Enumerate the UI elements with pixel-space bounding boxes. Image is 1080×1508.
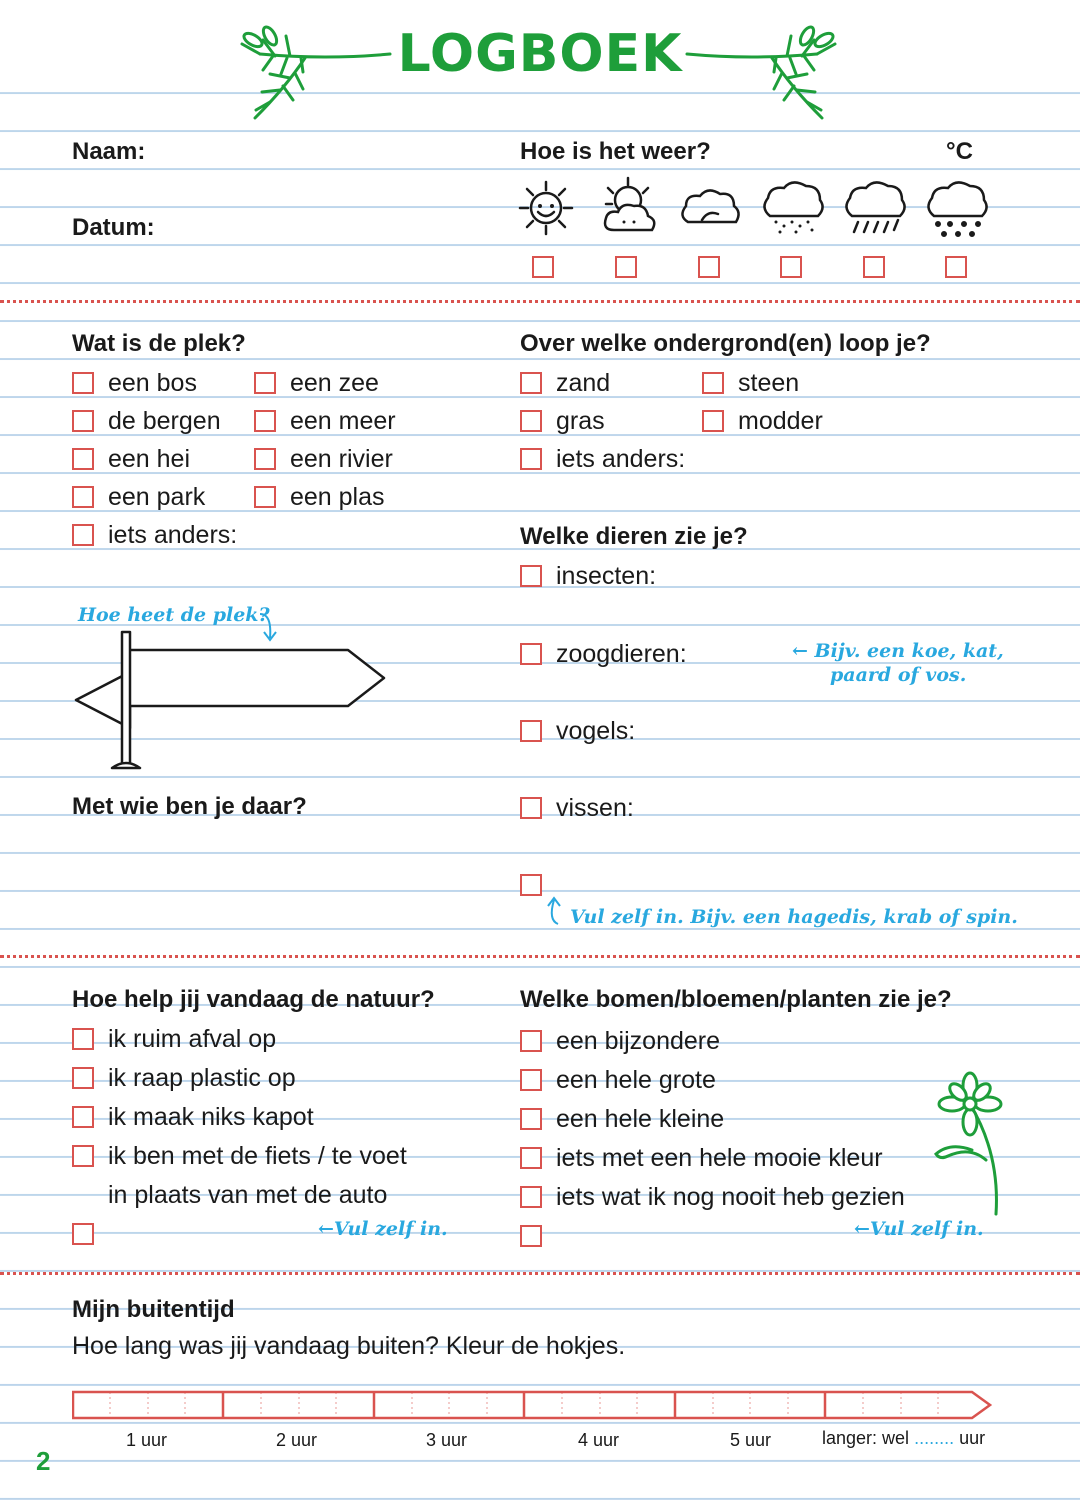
section-divider <box>0 955 1080 958</box>
section-divider <box>0 1272 1080 1275</box>
weather-checkbox[interactable] <box>945 256 967 278</box>
time-tick-1: 1 uur <box>126 1430 168 1450</box>
page-number: 2 <box>36 1446 51 1476</box>
plant-option[interactable]: iets wat ik nog nooit heb gezien <box>520 1182 905 1212</box>
checkbox[interactable] <box>72 1028 94 1050</box>
sun-cloud-icon <box>605 178 654 230</box>
right-leaf-branch-icon <box>682 18 862 130</box>
time-tick-5: 5 uur <box>730 1430 772 1450</box>
ground-list-col2 <box>702 368 823 436</box>
checkbox[interactable] <box>520 372 542 394</box>
cloud-hail-icon <box>928 182 986 234</box>
animal-option-fish[interactable]: vissen: <box>520 793 634 823</box>
checkbox[interactable] <box>520 874 542 896</box>
checkbox[interactable] <box>520 1030 542 1052</box>
help-nature-list <box>72 1024 407 1249</box>
plant-option[interactable]: iets met een hele mooie kleur <box>520 1143 905 1173</box>
plants-custom-hint: ←Vul zelf in. <box>854 1218 984 1240</box>
cloud-drizzle-icon <box>764 182 822 232</box>
checkbox[interactable] <box>520 797 542 819</box>
checkbox[interactable] <box>520 1147 542 1169</box>
checkbox[interactable] <box>72 448 94 470</box>
checkbox[interactable] <box>72 1106 94 1128</box>
checkbox[interactable] <box>72 486 94 508</box>
checkbox[interactable] <box>254 372 276 394</box>
place-option[interactable]: een park <box>72 482 237 512</box>
mammal-hint: ← Bijv. een koe, kat, <box>792 640 1004 662</box>
place-option[interactable]: een hei <box>72 444 237 474</box>
help-option-continuation: in plaats van met de auto <box>108 1180 388 1209</box>
ground-list-col1 <box>520 368 685 474</box>
help-option[interactable]: ik raap plastic op <box>72 1063 407 1093</box>
checkbox[interactable] <box>520 410 542 432</box>
checkbox[interactable] <box>520 1108 542 1130</box>
place-list-col2 <box>254 368 396 512</box>
checkbox[interactable] <box>72 1067 94 1089</box>
weather-checkbox[interactable] <box>615 256 637 278</box>
ground-option[interactable]: modder <box>702 406 823 436</box>
checkbox[interactable] <box>72 410 94 432</box>
checkbox[interactable] <box>520 1186 542 1208</box>
plant-option[interactable]: een hele grote <box>520 1065 905 1095</box>
temperature-unit: °C <box>946 138 973 165</box>
sign-hint: Hoe heet de plek? <box>78 604 270 626</box>
animals-heading: Welke dieren zie je? <box>520 523 748 550</box>
checkbox[interactable] <box>702 410 724 432</box>
checkbox[interactable] <box>72 1145 94 1167</box>
help-option[interactable]: ik maak niks kapot <box>72 1102 407 1132</box>
place-option[interactable]: de bergen <box>72 406 237 436</box>
plant-option[interactable]: een bijzondere <box>520 1026 905 1056</box>
cloud-rain-icon <box>846 182 904 232</box>
animal-option-mammals[interactable]: zoogdieren: <box>520 639 687 669</box>
checkbox[interactable] <box>72 1223 94 1245</box>
page-title: LOGBOEK <box>0 24 1080 84</box>
time-tick-3: 3 uur <box>426 1430 468 1450</box>
weather-checkboxes <box>532 254 992 284</box>
place-option[interactable]: een meer <box>254 406 396 436</box>
ground-option-other[interactable]: iets anders: <box>520 444 685 474</box>
plants-heading: Welke bomen/bloemen/planten zie je? <box>520 986 952 1013</box>
name-label: Naam: <box>72 138 146 165</box>
left-leaf-branch-icon <box>215 18 395 130</box>
arrow-left-icon: ← <box>854 1218 870 1240</box>
weather-checkbox[interactable] <box>780 256 802 278</box>
plants-list <box>520 1026 905 1251</box>
checkbox[interactable] <box>702 372 724 394</box>
checkbox[interactable] <box>254 486 276 508</box>
arrow-left-icon: ← <box>792 640 815 662</box>
checkbox[interactable] <box>72 524 94 546</box>
checkbox[interactable] <box>520 448 542 470</box>
animal-option-insects[interactable]: insecten: <box>520 561 656 591</box>
checkbox[interactable] <box>254 448 276 470</box>
help-option[interactable]: ik ben met de fiets / te voet <box>72 1141 407 1171</box>
animal-option-birds[interactable]: vogels: <box>520 716 635 746</box>
checkbox[interactable] <box>520 643 542 665</box>
ground-option[interactable]: gras <box>520 406 685 436</box>
ground-heading: Over welke ondergrond(en) loop je? <box>520 330 931 357</box>
outdoor-time-question: Hoe lang was jij vandaag buiten? Kleur de hokjes. <box>72 1332 626 1360</box>
mammal-hint-line2: paard of vos. <box>830 664 967 686</box>
place-option[interactable]: een plas <box>254 482 396 512</box>
ground-option[interactable]: zand <box>520 368 685 398</box>
place-list-col1 <box>72 368 237 550</box>
checkbox[interactable] <box>520 1069 542 1091</box>
arrow-up-icon <box>544 894 570 928</box>
date-label: Datum: <box>72 214 155 241</box>
company-heading: Met wie ben je daar? <box>72 793 307 820</box>
time-tick-4: 4 uur <box>578 1430 620 1450</box>
place-heading: Wat is de plek? <box>72 330 246 357</box>
weather-checkbox[interactable] <box>863 256 885 278</box>
plant-option[interactable]: een hele kleine <box>520 1104 905 1134</box>
checkbox[interactable] <box>72 372 94 394</box>
place-option[interactable]: een zee <box>254 368 396 398</box>
plant-option-custom[interactable] <box>520 1221 905 1251</box>
checkbox[interactable] <box>520 565 542 587</box>
weather-checkbox[interactable] <box>698 256 720 278</box>
time-longer: langer: wel ........ uur <box>822 1428 986 1448</box>
outdoor-time-heading: Mijn buitentijd <box>72 1296 235 1323</box>
help-custom-hint: ←Vul zelf in. <box>318 1218 448 1240</box>
time-tick-2: 2 uur <box>276 1430 318 1450</box>
checkbox[interactable] <box>520 720 542 742</box>
flower-icon <box>930 1064 1010 1220</box>
place-option-other[interactable]: iets anders: <box>72 520 237 550</box>
section-divider <box>0 300 1080 303</box>
place-option[interactable]: een bos <box>72 368 237 398</box>
time-bar[interactable] <box>72 1390 992 1420</box>
longer-fill-in[interactable]: ........ <box>914 1428 955 1448</box>
help-nature-heading: Hoe help jij vandaag de natuur? <box>72 986 435 1013</box>
help-option[interactable]: ik ruim afval op <box>72 1024 407 1054</box>
custom-animal-hint: Vul zelf in. Bijv. een hagedis, krab of spin. <box>570 906 1018 928</box>
place-option[interactable]: een rivier <box>254 444 396 474</box>
checkbox[interactable] <box>254 410 276 432</box>
checkbox[interactable] <box>520 1225 542 1247</box>
weather-question: Hoe is het weer? <box>520 138 711 165</box>
weather-icons <box>512 176 992 246</box>
ground-option[interactable]: steen <box>702 368 823 398</box>
signpost-icon[interactable] <box>68 628 392 776</box>
sun-icon <box>520 182 572 234</box>
clouds-icon <box>682 190 738 222</box>
arrow-left-icon: ← <box>318 1218 334 1240</box>
weather-checkbox[interactable] <box>532 256 554 278</box>
